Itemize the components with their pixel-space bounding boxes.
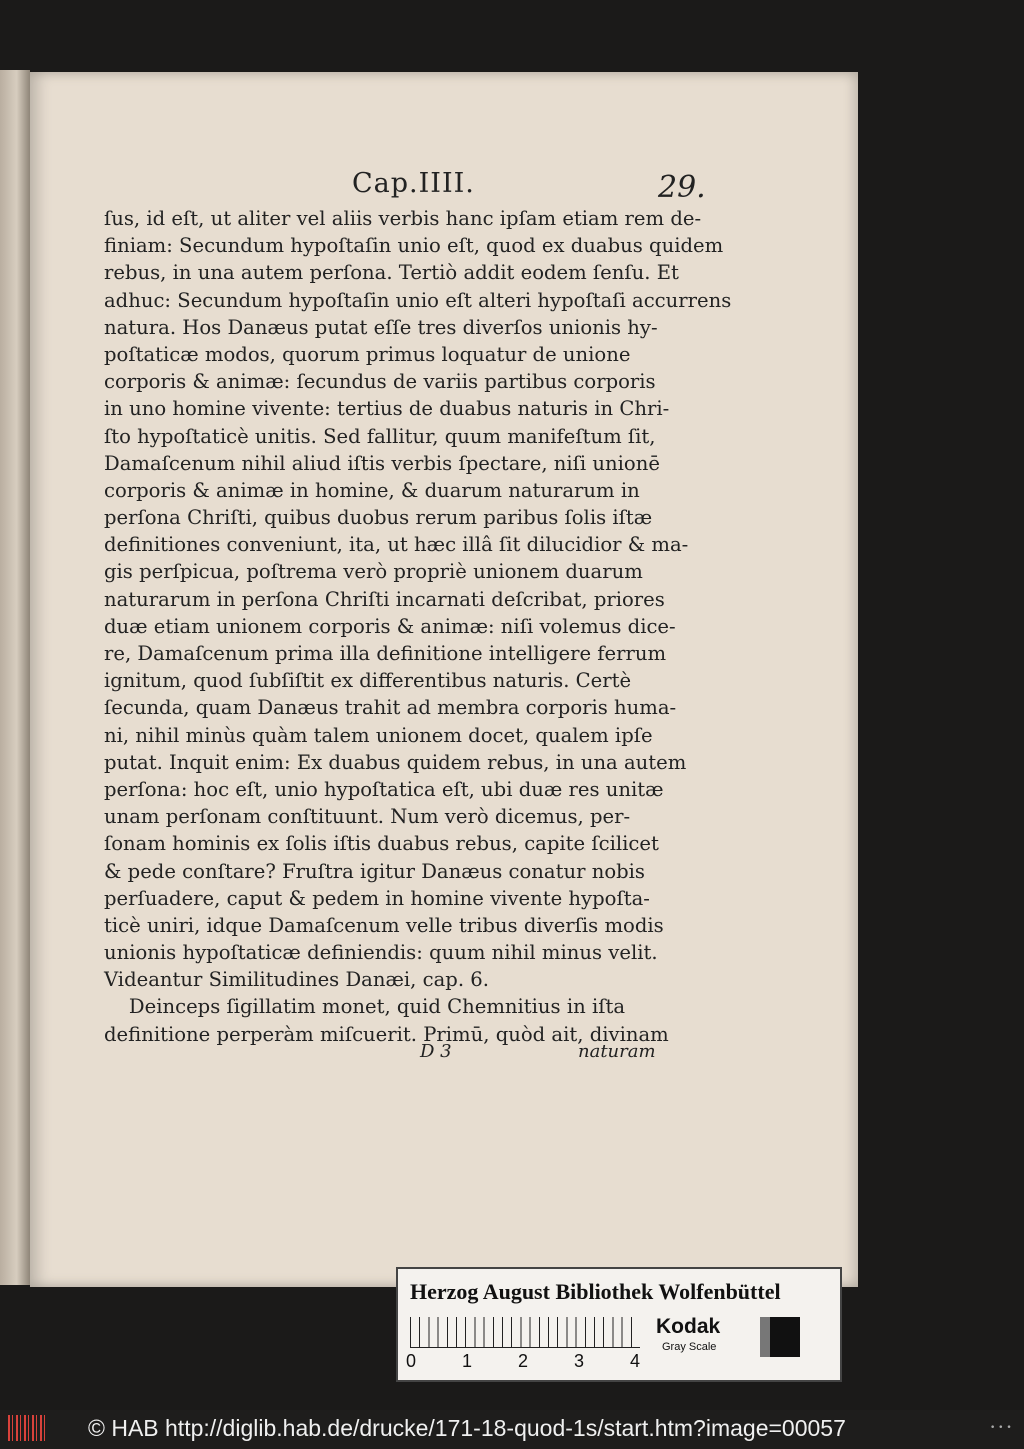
kodak-gray-scale-label: Gray Scale [662, 1341, 717, 1353]
text-line: duæ etiam unionem corporis & animæ: niſi volemus dice- [104, 614, 676, 638]
ruler-label: 4 [630, 1351, 641, 1371]
previous-page-edge [0, 70, 30, 1285]
text-line: corporis & animæ: ſecundus de variis partibus corporis [104, 370, 656, 394]
text-line: ticè uniri, idque Damaſcenum velle tribus diverſis modis [104, 913, 664, 937]
text-line: finiam: Secundum hypoſtaſin unio eſt, quod ex duabus quidem [104, 234, 724, 258]
text-line: Videantur Similitudines Danæi, cap. 6. [104, 968, 489, 992]
library-name: Herzog August Bibliothek Wolfenbüttel [410, 1279, 781, 1304]
text-line: & pede conſtare? Fruſtra igitur Danæus conatur nobis [104, 859, 645, 883]
text-line: ſto hypoſtaticè unitis. Sed fallitur, quum manifeſtum ſit, [104, 424, 656, 448]
menu-dots-icon[interactable]: • • • [990, 1423, 1012, 1433]
barcode-icon [8, 1415, 48, 1441]
text-line: gis perſpicua, poſtrema verò propriè unionem duarum [104, 560, 643, 584]
text-line: Damaſcenum nihil aliud iſtis verbis ſpectare, niſi unionē [104, 451, 660, 475]
text-line: definitiones conveniunt, ita, ut hæc illâ ſit dilucidior & ma- [104, 533, 689, 557]
page-header: Cap.IIII. [352, 168, 475, 199]
text-line: unionis hypoſtaticæ definiendis: quum nihil minus velit. [104, 941, 658, 965]
page-number: 29. [658, 170, 706, 205]
text-line: ſecunda, quam Danæus trahit ad membra corporis huma- [104, 696, 677, 720]
text-line: corporis & animæ in homine, & duarum naturarum in [104, 478, 640, 502]
text-line: re, Damaſcenum prima illa definitione intelligere ferrum [104, 642, 667, 665]
text-line: putat. Inquit enim: Ex duabus quidem rebus, in una autem [104, 750, 687, 774]
text-line: Deinceps ſigillatim monet, quid Chemnitius in iſta [104, 995, 626, 1019]
text-line: perſona: hoc eſt, unio hypoſtatica eſt, ubi duæ res unitæ [104, 777, 664, 801]
copyright-url[interactable]: © HAB http://diglib.hab.de/drucke/171-18-quod-1s/start.htm?image=00057 [88, 1415, 846, 1441]
text-line: ſus, id eſt, ut aliter vel aliis verbis hanc ipſam etiam rem de- [104, 207, 702, 230]
ruler-label: 1 [462, 1351, 473, 1371]
signature-mark: D 3 [420, 1041, 452, 1062]
text-line: naturarum in perſona Chriſti incarnati deſcribat, priores [104, 587, 665, 611]
text-line: perſuadere, caput & pedem in homine vivente hypoſta- [104, 886, 650, 910]
ruler-label: 3 [574, 1351, 585, 1371]
gray-scale-patch [760, 1317, 800, 1357]
text-line: in uno homine vivente: tertius de duabus naturis in Chri- [104, 397, 670, 421]
text-line: poſtaticæ modos, quorum primus loquatur de unione [104, 342, 631, 366]
ruler-label: 2 [518, 1351, 529, 1371]
color-scale-card [396, 1267, 842, 1382]
ruler-label: 0 [406, 1351, 417, 1371]
text-line: adhuc: Secundum hypoſtaſin unio eſt alteri hypoſtaſi accurrens [104, 288, 732, 312]
page-body-text [104, 205, 732, 1048]
text-line: unam perſonam conſtituunt. Num verò dicemus, per- [104, 805, 631, 829]
text-line: natura. Hos Danæus putat eſſe tres diverſos unionis hy- [104, 315, 658, 339]
text-line: ni, nihil minùs quàm talem unionem docet, qualem ipſe [104, 723, 653, 747]
text-line: ſonam hominis ex ſolis iſtis duabus rebus, capite ſcilicet [104, 832, 659, 856]
text-line: ignitum, quod ſubſiſtit ex differentibus naturis. Certè [104, 669, 632, 693]
text-line: perſona Chriſti, quibus duobus rerum paribus ſolis iſtæ [104, 506, 653, 530]
text-line: rebus, in una autem perſona. Tertiò addit eodem ſenſu. Et [104, 261, 679, 285]
ruler-scale [410, 1317, 640, 1348]
catchword: naturam [578, 1041, 656, 1062]
text-line: definitione perperàm miſcuerit. Primū, quòd ait, divinam [104, 1022, 669, 1046]
kodak-logo: Kodak [656, 1315, 721, 1338]
